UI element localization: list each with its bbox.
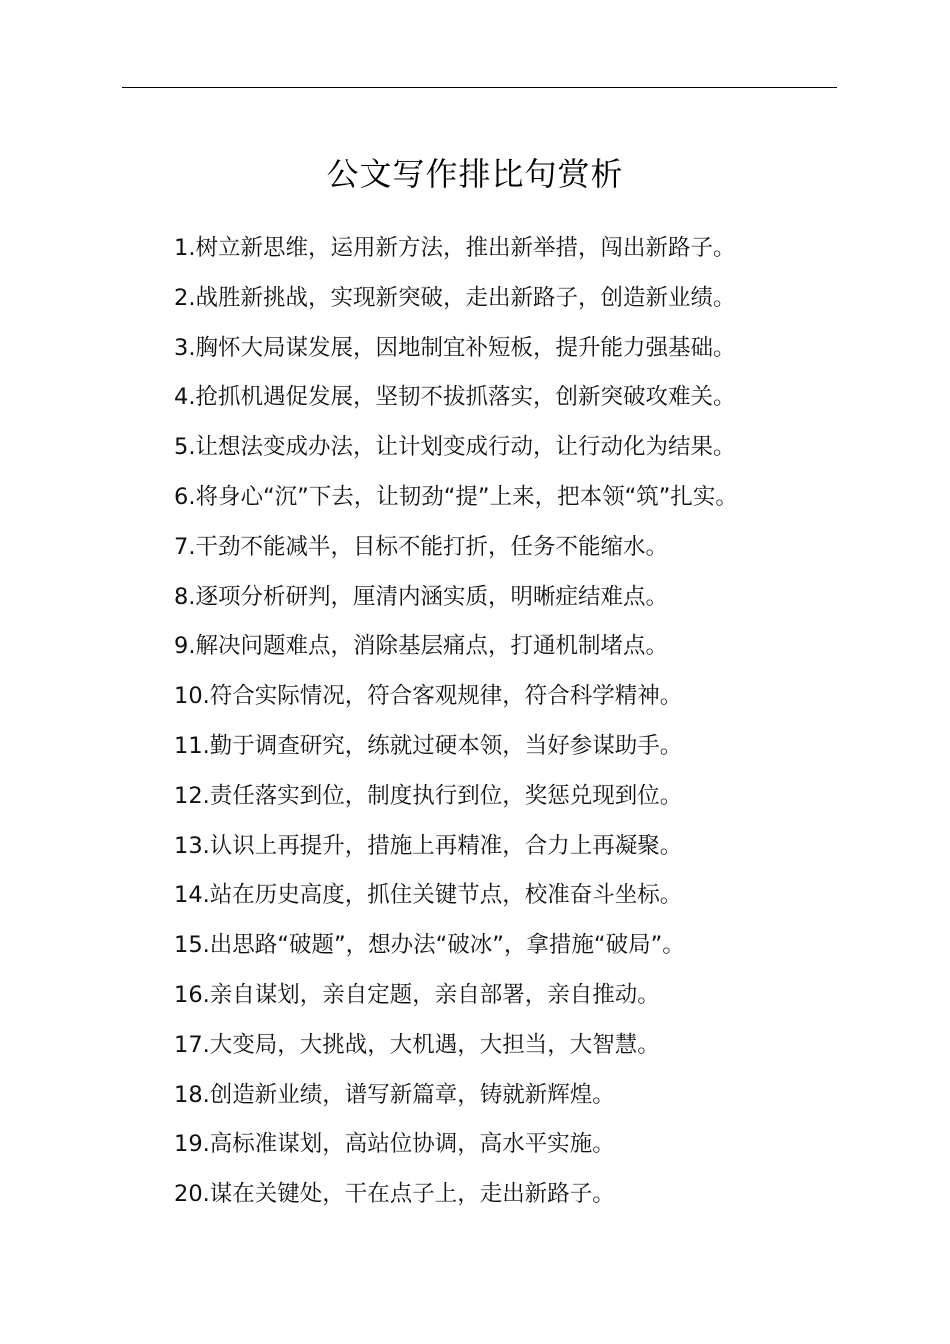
header-rule [122,87,837,88]
list-item: 2.战胜新挑战，实现新突破，走出新路子，创造新业绩。 [174,284,736,311]
list-item: 17.大变局，大挑战，大机遇，大担当，大智慧。 [174,1031,660,1058]
list-item: 3.胸怀大局谋发展，因地制宜补短板，提升能力强基础。 [174,334,736,361]
list-item: 6.将身心“沉”下去，让韧劲“提”上来，把本领“筑”扎实。 [174,483,738,510]
list-item: 1.树立新思维，运用新方法，推出新举措，闯出新路子。 [174,235,736,261]
list-item: 12.责任落实到位，制度执行到位，奖惩兑现到位。 [174,782,683,809]
list-item: 4.抢抓机遇促发展，坚韧不拔抓落实，创新突破攻难关。 [174,384,736,411]
page-title: 公文写作排比句赏析 [326,155,624,193]
list-item: 16.亲自谋划，亲自定题，亲自部署，亲自推动。 [174,981,660,1008]
sentence-list [174,224,874,1220]
list-item: 10.符合实际情况，符合客观规律，符合科学精神。 [174,683,683,710]
list-item: 7.干劲不能减半，目标不能打折，任务不能缩水。 [174,533,668,560]
list-item: 18.创造新业绩，谱写新篇章，铸就新辉煌。 [174,1081,615,1108]
list-item: 11.勤于调查研究，练就过硬本领，当好参谋助手。 [174,732,683,759]
list-item: 14.站在历史高度，抓住关键节点，校准奋斗坐标。 [174,882,683,909]
list-item: 5.让想法变成办法，让计划变成行动，让行动化为结果。 [174,434,736,461]
list-item: 13.认识上再提升，措施上再精准，合力上再凝聚。 [174,832,683,859]
list-item: 19.高标准谋划，高站位协调，高水平实施。 [174,1131,615,1158]
list-item: 15.出思路“破题”，想办法“破冰”，拿措施“破局”。 [174,932,685,959]
list-item: 9.解决问题难点，消除基层痛点，打通机制堵点。 [174,633,668,660]
list-item: 20.谋在关键处，干在点子上，走出新路子。 [174,1181,615,1208]
list-item: 8.逐项分析研判，厘清内涵实质，明晰症结难点。 [174,583,668,610]
